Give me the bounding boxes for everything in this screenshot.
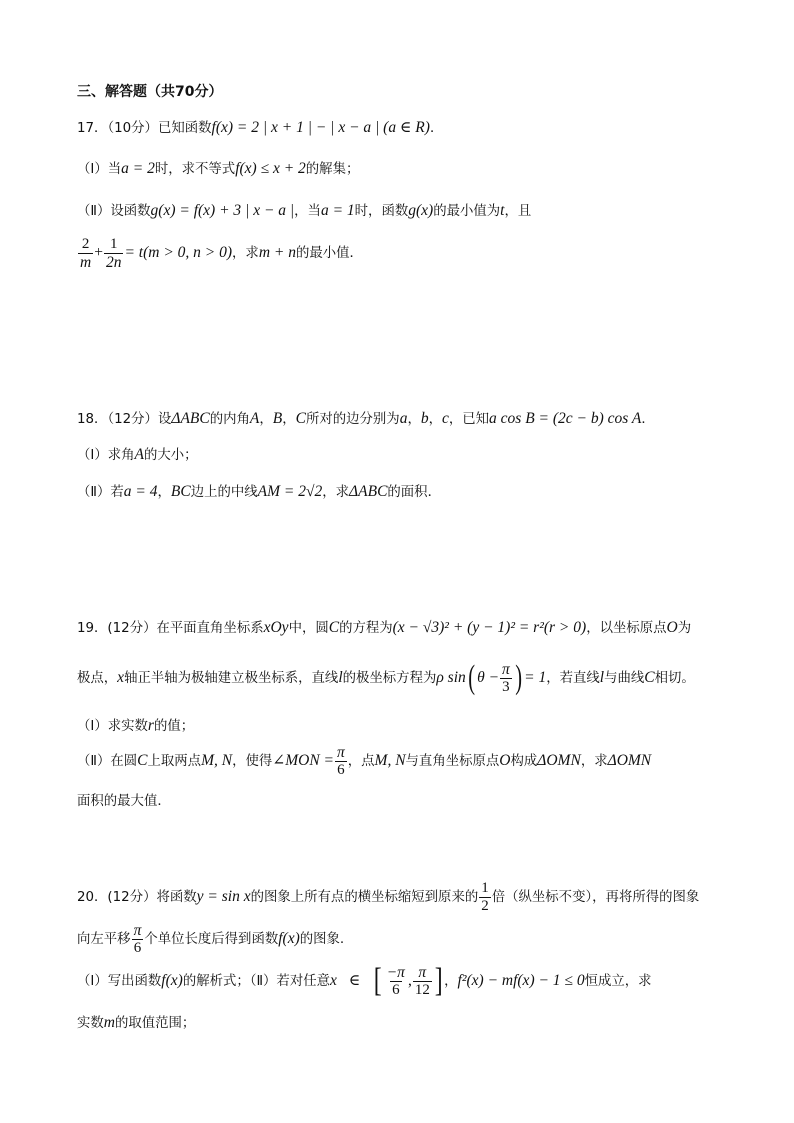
text: ． — [641, 412, 655, 427]
numerator: π — [418, 963, 427, 981]
math-expression: a = 1 — [320, 202, 355, 219]
text: 20．(12分）将函数 — [77, 890, 197, 905]
fraction — [104, 236, 124, 271]
text: 极点， — [77, 671, 118, 686]
math-expression: M, N — [374, 752, 406, 769]
math-expression: a — [399, 410, 408, 427]
right-bracket: ] — [434, 962, 443, 999]
problem-19-line-1 — [77, 618, 754, 639]
text: ，求 — [580, 754, 608, 769]
math-expression: y = sin x — [196, 888, 251, 905]
text: 为 — [677, 621, 692, 636]
text: 边上的中线 — [190, 485, 258, 500]
text: ， — [444, 974, 458, 989]
numerator: 1 — [109, 235, 118, 252]
fraction — [479, 880, 491, 915]
text: 向左平移 — [77, 932, 131, 947]
text: （Ⅰ）写出函数 — [77, 974, 162, 989]
text: 相切。 — [654, 671, 695, 686]
element-of-sign: ∈ — [348, 972, 361, 989]
denominator: 6 — [392, 981, 400, 998]
text: 与直角坐标原点 — [405, 754, 500, 769]
text: 实数 — [77, 1016, 104, 1031]
section-title: 三、解答题（共70分） — [77, 84, 223, 100]
math-expression: m + n — [258, 244, 296, 261]
math-expression: ρ sin — [436, 669, 466, 686]
math-expression: O — [499, 752, 511, 769]
denominator: 2 — [481, 897, 489, 914]
math-expression: f(x) = 2 | x + 1 | − | x − a | (a ∈ R) — [211, 119, 430, 136]
problem-17-line-1 — [77, 118, 754, 139]
text: 面积的最大值． — [77, 794, 171, 809]
math-expression: BC — [170, 483, 191, 500]
denominator: m — [80, 253, 92, 271]
text: 17．（10分）已知函数 — [77, 121, 212, 136]
text: ， — [282, 412, 296, 427]
text: ，求 — [322, 485, 350, 500]
problem-20-line-1 — [77, 877, 754, 918]
text: 的取值范围； — [114, 1016, 196, 1031]
math-expression: A — [134, 446, 144, 463]
text: 的方程为 — [339, 621, 393, 636]
text: 的大小； — [143, 448, 198, 463]
math-expression: m — [103, 1014, 115, 1031]
text: ， — [428, 412, 442, 427]
problem-19-line-5 — [77, 792, 754, 812]
text: 的最小值为 — [433, 204, 501, 219]
math-expression: C — [644, 669, 655, 686]
problem-19-line-4 — [77, 741, 754, 782]
problem-18-line-1 — [77, 409, 754, 430]
text: ，且 — [504, 204, 532, 219]
text: 的面积． — [387, 485, 441, 500]
math-expression: ΔOMN — [607, 752, 652, 769]
text: ． — [429, 121, 444, 136]
problem-20-line-2 — [77, 919, 754, 960]
text: ，当 — [294, 204, 321, 219]
problem-17-line-3 — [77, 201, 754, 222]
problem-17-line-2 — [77, 159, 754, 180]
problem-19-line-3 — [77, 716, 754, 737]
math-expression: a = 2 — [121, 160, 155, 177]
problem-18-line-3 — [77, 482, 754, 503]
math-expression: O — [666, 619, 678, 636]
denominator: 12 — [414, 981, 430, 998]
text: ，点 — [347, 754, 375, 769]
text: 的极坐标方程为 — [342, 671, 437, 686]
math-expression: a cos B = (2c − b) cos A — [489, 410, 642, 427]
math-expression: = 1 — [524, 669, 547, 686]
math-expression: ΔABC — [171, 410, 210, 427]
fraction — [500, 661, 512, 696]
text: 上取两点 — [147, 754, 202, 769]
math-expression: x — [330, 972, 337, 989]
math-expression: x — [117, 669, 125, 686]
numerator: −π — [386, 963, 405, 981]
fraction — [385, 964, 407, 999]
text: ， — [259, 412, 273, 427]
text: ，已知 — [448, 412, 490, 427]
denominator: 2n — [105, 253, 122, 271]
text: 的内角 — [209, 412, 250, 427]
math-expression: C — [137, 752, 148, 769]
math-expression: g(x) — [408, 202, 434, 219]
math-expression: C — [295, 410, 306, 427]
math-expression: t — [500, 202, 505, 219]
numerator: 1 — [481, 879, 489, 896]
text: ， — [157, 485, 171, 500]
text: ，使得 — [232, 754, 273, 769]
numerator: π — [337, 743, 345, 761]
math-expression: θ − — [477, 669, 500, 686]
fraction — [78, 236, 93, 271]
text: （Ⅱ）若 — [77, 485, 124, 500]
text: 个单位长度后得到函数 — [144, 932, 279, 947]
text: 轴正半轴为极轴建立极坐标系，直线 — [124, 671, 339, 686]
text: 的图象. — [299, 932, 345, 947]
math-expression: ∠MON = — [272, 752, 334, 769]
math-expression: ΔOMN — [537, 752, 581, 769]
text: 恒成立，求 — [584, 974, 652, 989]
math-expression: f(x) ≤ x + 2 — [235, 160, 306, 177]
math-expression: f(x) — [278, 930, 300, 947]
left-bracket: [ — [374, 962, 383, 999]
math-expression: C — [328, 619, 340, 636]
left-paren: ( — [468, 659, 475, 696]
text: （Ⅱ）设函数 — [77, 204, 151, 219]
plus-sign: + — [94, 244, 103, 261]
fraction — [132, 922, 144, 957]
problem-20-line-3 — [77, 961, 754, 1002]
math-expression: r — [147, 717, 154, 734]
text: 18．（12分）设 — [77, 412, 172, 427]
text: 的解集； — [305, 162, 360, 177]
denominator: 6 — [337, 761, 345, 778]
text: 倍（纵坐标不变），再将所得的图象 — [491, 890, 700, 905]
text: 的最小值． — [295, 246, 363, 261]
math-expression: g(x) = f(x) + 3 | x − a | — [150, 202, 295, 219]
math-expression: AM = 2√2 — [257, 483, 323, 500]
text: 的值； — [153, 719, 195, 734]
problem-17-line-4 — [77, 233, 754, 274]
math-expression: = t(m > 0, n > 0) — [124, 244, 233, 261]
text: 与曲线 — [604, 671, 645, 686]
numerator: π — [502, 660, 510, 678]
denominator: 3 — [502, 678, 510, 695]
text: 的图象上所有点的横坐标缩短到原来的 — [250, 890, 479, 905]
text: 所对的边分别为 — [305, 412, 400, 427]
text: ，若直线 — [546, 671, 600, 686]
text: 时，求不等式 — [154, 162, 236, 177]
math-expression: M, N — [201, 752, 233, 769]
denominator: 6 — [133, 939, 142, 956]
math-expression: l — [338, 669, 343, 686]
math-expression: A — [249, 410, 260, 427]
math-expression: l — [599, 669, 605, 686]
math-expression: f²(x) − mf(x) − 1 ≤ 0 — [457, 972, 585, 989]
text: 的解析式；（Ⅱ）若对任意 — [182, 974, 330, 989]
math-expression: (x − √3)² + (y − 1)² = r²(r > 0) — [392, 619, 587, 636]
text: 19．(12分）在平面直角坐标系 — [77, 621, 264, 636]
text: （Ⅱ）在圆 — [77, 754, 138, 769]
problem-20-line-4 — [77, 1013, 754, 1034]
problem-18-line-2 — [77, 445, 754, 466]
text: ， — [407, 412, 421, 427]
fraction — [413, 964, 432, 999]
text: ，以坐标原点 — [586, 621, 667, 636]
math-expression: c — [441, 410, 449, 427]
text: 中，圆 — [288, 621, 329, 636]
text: 构成 — [510, 754, 538, 769]
math-expression: ΔABC — [349, 483, 388, 500]
math-expression: b — [420, 410, 429, 427]
math-expression: f(x) — [161, 972, 183, 989]
numerator: π — [133, 921, 142, 939]
comma: , — [407, 972, 412, 989]
text: （Ⅰ）当 — [77, 162, 122, 177]
problem-19-line-2 — [77, 658, 754, 699]
math-expression: xOy — [263, 619, 289, 636]
math-expression: B — [272, 410, 283, 427]
fraction — [335, 744, 347, 779]
math-expression: a = 4 — [123, 483, 158, 500]
text: 时，函数 — [354, 204, 409, 219]
text: ，求 — [232, 246, 259, 261]
numerator: 2 — [81, 235, 90, 252]
right-paren: ) — [515, 659, 522, 696]
text: （Ⅰ）求角 — [77, 448, 135, 463]
text: （Ⅰ）求实数 — [77, 719, 148, 734]
